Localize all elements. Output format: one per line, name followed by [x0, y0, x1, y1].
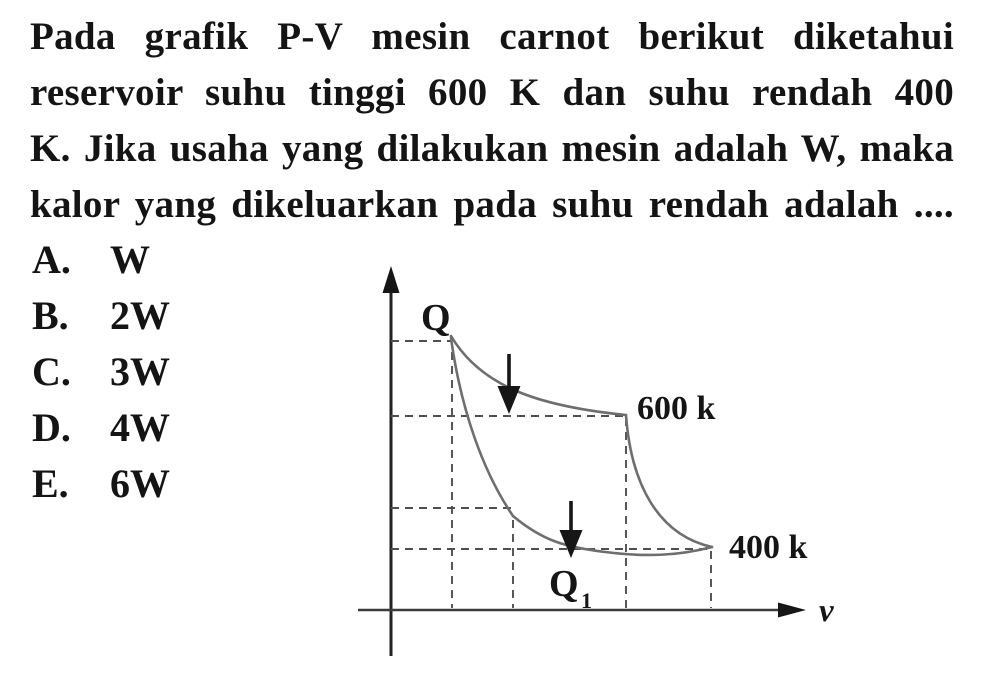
problem-line-4: kalor yang dikeluarkan pada suhu rendah adalah ....	[30, 183, 954, 226]
heat-in-label: Q	[421, 297, 451, 339]
heat-out-label-subscript: 1	[581, 588, 592, 613]
volume-axis-label: v	[819, 593, 834, 629]
problem-line-3: K. Jika usaha yang dilakukan mesin adalah W, maka	[30, 127, 954, 170]
problem-line-2: reservoir suhu tinggi 600 K dan suhu rendah 400	[30, 71, 954, 114]
adiabatic-expansion-curve	[626, 415, 712, 547]
option-d-letter: D.	[32, 405, 71, 450]
option-b-value: 2W	[110, 293, 170, 338]
heat-in-arrowhead-icon	[498, 386, 521, 414]
problem-line-1: Pada grafik P-V mesin carnot berikut diketahui	[30, 15, 954, 58]
option-c-value: 3W	[110, 349, 170, 394]
option-e-value: 6W	[110, 461, 170, 506]
adiabatic-isotherm-400k-curve	[451, 338, 712, 555]
option-c-letter: C.	[32, 349, 71, 394]
option-a-value: W	[110, 237, 150, 282]
isotherm-400k-label: 400 k	[729, 529, 808, 566]
pressure-axis-arrow-icon	[383, 266, 400, 293]
isotherm-600k-label: 600 k	[637, 390, 716, 427]
volume-axis-arrow-icon	[778, 603, 806, 618]
heat-out-label: Q	[549, 563, 579, 605]
option-b-letter: B.	[32, 293, 69, 338]
option-a-letter: A.	[32, 237, 71, 282]
isotherm-600k-curve	[451, 336, 626, 415]
option-d-value: 4W	[110, 405, 170, 450]
option-e-letter: E.	[32, 461, 69, 506]
